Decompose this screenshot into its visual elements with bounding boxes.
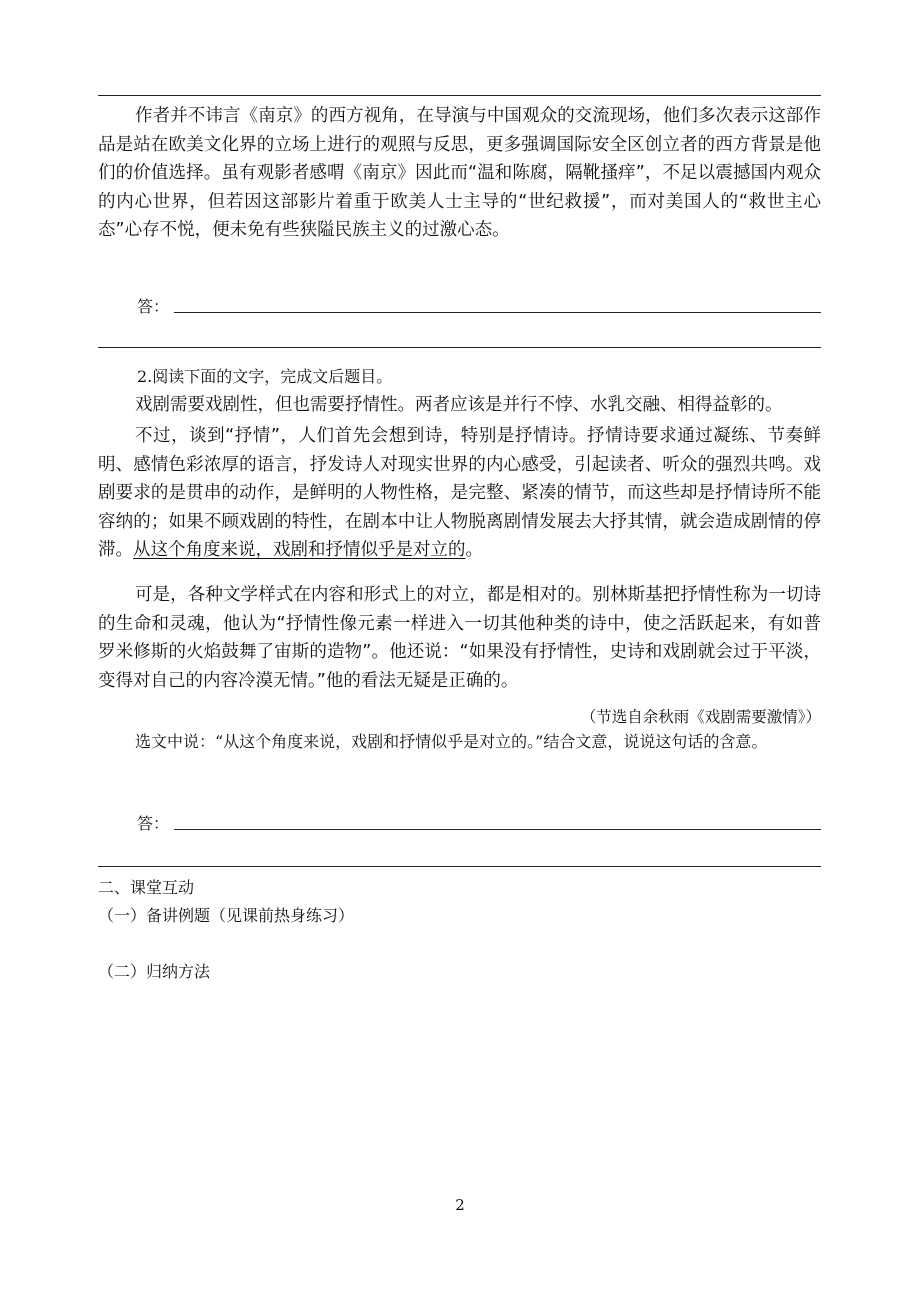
paragraph-text: 不过，谈到“抒情”，人们首先会想到诗，特别是抒情诗。抒情诗要求通过凝练、节奏鲜明、感情色彩浓厚的语言，抒发诗人对现实世界的内心感受，引起读者、听众的强烈共鸣。戏剧要求的是贯串的动作，是鲜明的人物性格，是完整、紧凑的情节，而这些却是抒情诗所不能容纳的；如果不顾戏剧的特性，在剧本中让人物脱离剧情发展去大抒其情，就会造成剧情的停滞。 — [98, 426, 821, 560]
answer-label: 答： — [137, 814, 170, 833]
answer-line — [174, 312, 821, 313]
question-prompt: 选文中说：“从这个角度来说，戏剧和抒情似乎是对立的。”结合文意，说说这句话的含意。 — [135, 732, 768, 751]
answer-field-1[interactable] — [137, 294, 821, 318]
list-item-method: （二）归纳方法 — [98, 962, 211, 981]
nanjing-paragraph: 作者并不讳言《南京》的西方视角，在导演与中国观众的交流现场，他们多次表示这部作品是站在欧美文化界的立场上进行的观照与反思，更多强调国际安全区创立者的西方背景是他们的价值选择。虽有观影者感喟《南京》因此而“温和陈腐，隔靴搔痒”，不足以震撼国内观众的内心世界，但若因这部影片着重于欧美人士主导的“世纪救援”，而对美国人的“救世主心态”心存不悦，便未免有些狭隘民族主义的过激心态。 — [98, 106, 821, 240]
answer-line — [174, 829, 821, 830]
answer-field-2[interactable] — [137, 811, 821, 835]
drama-paragraph-1: 戏剧需要戏剧性，但也需要抒情性。两者应该是并行不悖、水乳交融、相得益彰的。 — [135, 395, 783, 415]
paragraph-text-end: 。 — [465, 540, 483, 560]
question-title: 2.阅读下面的文字，完成文后题目。 — [137, 367, 393, 386]
answer-label: 答： — [137, 297, 170, 316]
top-divider — [98, 95, 821, 96]
list-item-example: （一）备讲例题（见课前热身练习） — [98, 906, 355, 925]
page-number: 2 — [455, 1196, 465, 1214]
section-divider-2 — [98, 866, 821, 867]
section-heading: 二、课堂互动 — [98, 878, 195, 897]
section-divider-1 — [98, 347, 821, 348]
drama-paragraph-3: 可是，各种文学样式在内容和形式上的对立，都是相对的。别林斯基把抒情性称为一切诗的生命和灵魂，他认为“抒情性像元素一样进入一切其他种类的诗中，使之活跃起来，有如普罗米修斯的火焰鼓舞了宙斯的造物”。他还说：“如果没有抒情性，史诗和戏剧就会过于平淡，变得对自己的内容冷漠无情。”他的看法无疑是正确的。 — [98, 585, 821, 691]
drama-paragraph-2 — [98, 422, 821, 565]
underlined-sentence: 从这个角度来说，戏剧和抒情似乎是对立的 — [133, 540, 466, 560]
source-citation: （节选自余秋雨《戏剧需要激情》） — [580, 708, 821, 726]
